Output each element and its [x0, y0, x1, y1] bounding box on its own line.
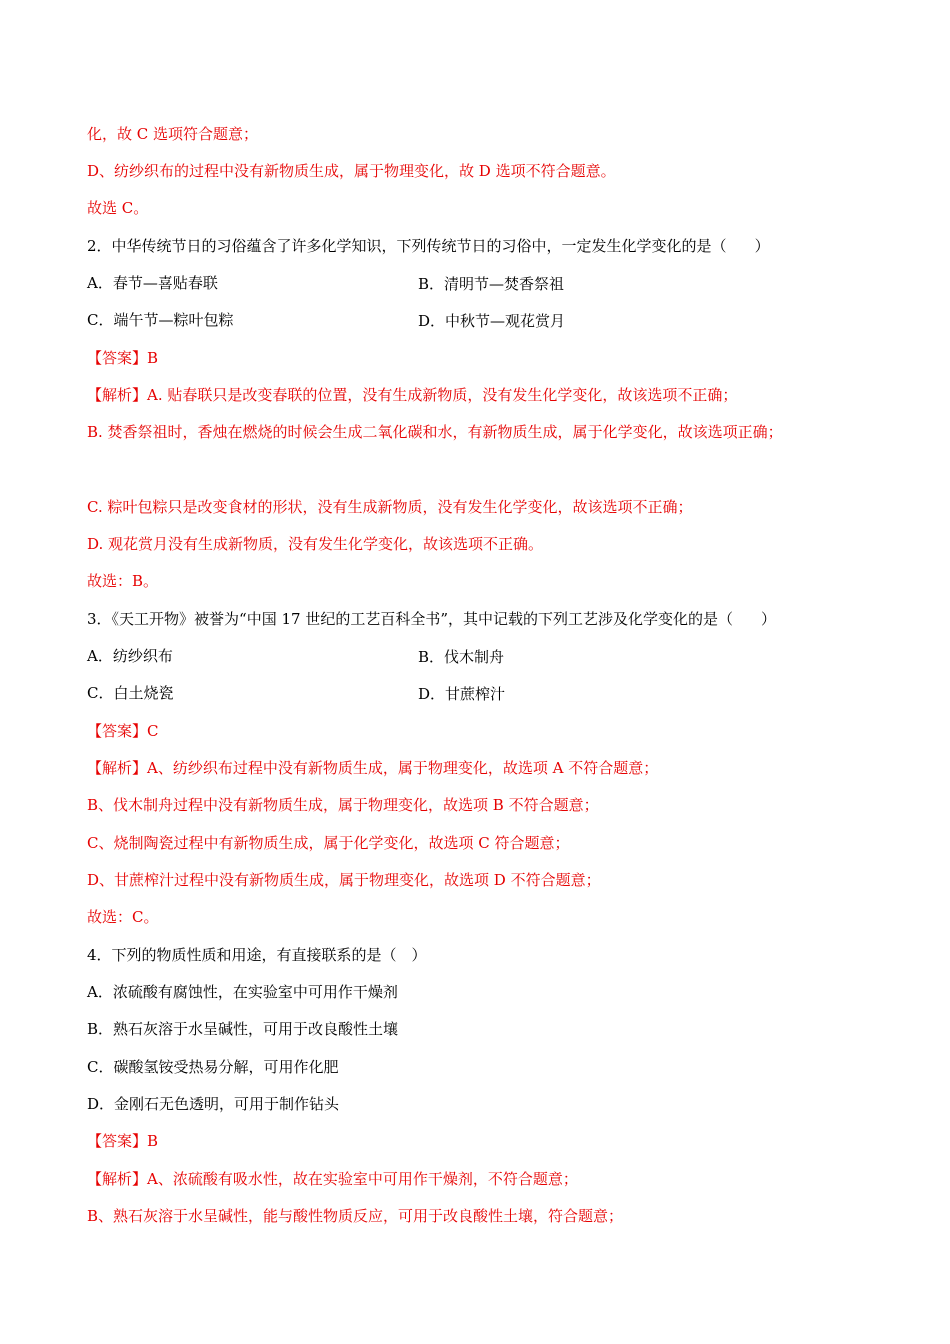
- question-2-option-b: B．清明节—焚香祭祖: [418, 275, 565, 293]
- question-3-explanation-a: 【解析】A、纺纱织布过程中没有新物质生成，属于物理变化，故选项 A 不符合题意；: [87, 759, 659, 777]
- question-3-text: 3．《天工开物》被誉为“中国 17 世纪的工艺百科全书”，其中记载的下列工艺涉及化学变化的是（: [87, 610, 734, 628]
- question-3-explanation-c: C、烧制陶瓷过程中有新物质生成，属于化学变化，故选项 C 符合题意；: [87, 834, 570, 852]
- question-2-explanation-a: 【解析】A. 贴春联只是改变春联的位置，没有生成新物质，没有发生化学变化，故该选项不正确；: [87, 386, 738, 404]
- question-3-option-c: C．白土烧瓷: [87, 684, 174, 702]
- question-2-option-a: A．春节—喜贴春联: [87, 274, 218, 292]
- question-2-selection: 故选：B。: [87, 572, 159, 590]
- question-4-answer: 【答案】B: [87, 1132, 159, 1150]
- question-2-text: 2．中华传统节日的习俗蕴含了许多化学知识，下列传统节日的习俗中，一定发生化学变化的是（: [87, 237, 727, 255]
- question-2-stem: [87, 236, 770, 256]
- prev-explanation-line-2: D、纺纱织布的过程中没有新物质生成，属于物理变化，故 D 选项不符合题意。: [87, 162, 616, 180]
- question-3-explanation-b: B、伐木制舟过程中没有新物质生成，属于物理变化，故选项 B 不符合题意；: [87, 796, 599, 814]
- question-2-explanation-c: C. 粽叶包粽只是改变食材的形状，没有生成新物质，没有发生化学变化，故该选项不正确；: [87, 498, 693, 516]
- question-3-answer: 【答案】C: [87, 722, 159, 740]
- question-3-option-a: A．纺纱织布: [87, 647, 173, 665]
- question-4-explanation-a: 【解析】A、浓硫酸有吸水性，故在实验室中可用作干燥剂，不符合题意；: [87, 1170, 578, 1188]
- question-3-stem: [87, 609, 776, 629]
- question-2-option-d: D．中秋节—观花赏月: [418, 312, 566, 330]
- question-2-option-c: C．端午节—粽叶包粽: [87, 311, 234, 329]
- question-4-option-b: B．熟石灰溶于水呈碱性，可用于改良酸性土壤: [87, 1020, 399, 1038]
- question-4-option-d: D．金刚石无色透明，可用于制作钻头: [87, 1095, 340, 1113]
- question-3-selection: 故选：C。: [87, 908, 159, 926]
- question-4-explanation-b: B、熟石灰溶于水呈碱性，能与酸性物质反应，可用于改良酸性土壤，符合题意；: [87, 1207, 624, 1225]
- question-2-explanation-d: D. 观花赏月没有生成新物质，没有发生化学变化，故该选项不正确。: [87, 535, 544, 553]
- question-4-option-c: C．碳酸氢铵受热易分解，可用作化肥: [87, 1058, 339, 1076]
- prev-selection: 故选 C。: [87, 199, 149, 217]
- question-3-option-d: D．甘蔗榨汁: [418, 685, 506, 703]
- question-3-option-b: B．伐木制舟: [418, 648, 505, 666]
- question-3-close-paren: ）: [761, 610, 777, 628]
- question-4-option-a: A．浓硫酸有腐蚀性，在实验室中可用作干燥剂: [87, 983, 398, 1001]
- question-2-explanation-b: B. 焚香祭祖时，香烛在燃烧的时候会生成二氧化碳和水，有新物质生成，属于化学变化，故该选项正确；: [87, 423, 783, 441]
- question-2-answer: 【答案】B: [87, 349, 159, 367]
- question-2-options-row-1: [87, 273, 218, 293]
- prev-explanation-line-1: 化，故 C 选项符合题意；: [87, 125, 259, 143]
- question-3-explanation-d: D、甘蔗榨汁过程中没有新物质生成，属于物理变化，故选项 D 不符合题意；: [87, 871, 601, 889]
- question-4-stem: 4．下列的物质性质和用途，有直接联系的是（ ）: [87, 946, 427, 964]
- question-2-close-paren: ）: [754, 237, 770, 255]
